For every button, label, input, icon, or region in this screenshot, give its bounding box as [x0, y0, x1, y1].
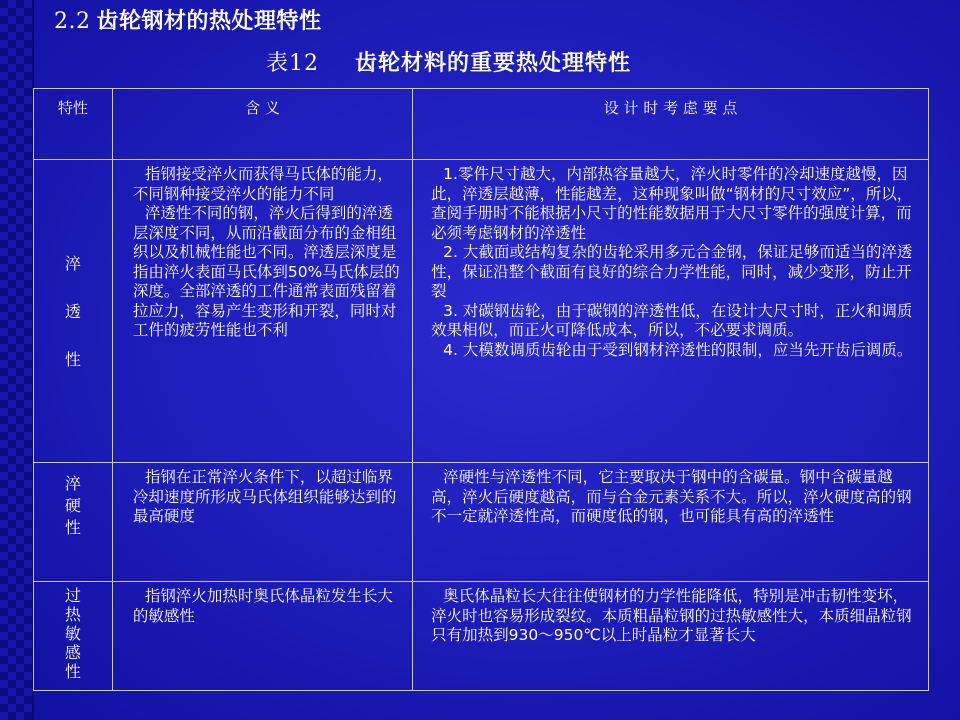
table-row: [34, 160, 929, 463]
slide-title: [54, 4, 322, 35]
section-title: 齿轮钢材的热处理特性: [96, 9, 322, 34]
header-design-points: 设 计 时 考 虑 要 点: [413, 89, 929, 160]
design-point: 4. 大模数调质齿轮由于受到钢材淬透性的限制，应当先开齿后调质。: [443, 340, 913, 359]
meaning-paragraph: 指钢接受淬火而获得马氏体的能力，不同钢种接受淬火的能力不同: [132, 165, 393, 203]
meaning-cell: [112, 582, 412, 691]
meaning-paragraph: 指钢淬火加热时奥氏体晶粒发生长大的敏感性: [132, 587, 393, 625]
row-label-cell: [34, 463, 113, 582]
table-header-row: [34, 89, 929, 160]
row-label: 淬 透 性: [64, 254, 81, 369]
row-label: 淬 硬 性: [64, 474, 81, 537]
header-property: 特性: [34, 89, 113, 160]
table-caption: [266, 46, 631, 77]
section-number: 2.2: [54, 9, 91, 34]
meaning-paragraph: 指钢在正常淬火条件下，以超过临界冷却速度所形成马氏体组织能够达到的最高硬度: [132, 468, 397, 525]
design-points-cell: [413, 160, 929, 463]
heat-treatment-table: [33, 88, 929, 691]
design-point: 奥氏体晶粒长大往往使钢材的力学性能降低，特别是冲击韧性变坏，淬火时也容易形成裂纹。本质粗晶粒钢的过热敏感性大，本质细晶粒钢只有加热到930～950℃以上时晶粒才显著长大: [431, 587, 912, 644]
design-point: 2. 大截面或结构复杂的齿轮采用多元合金钢，保证足够而适当的淬透性，保证沿整个截面有良好的综合力学性能，同时，减少变形，防止开裂: [431, 243, 913, 300]
row-label-cell: [34, 582, 113, 691]
row-label: 过 热 敏 感 性: [64, 586, 81, 681]
meaning-cell: [112, 463, 412, 582]
header-meaning: 含 义: [112, 89, 412, 160]
table-row: [34, 463, 929, 582]
design-points-cell: [413, 582, 929, 691]
meaning-paragraph: 淬透性不同的钢，淬火后得到的淬透层深度不同，从而沿截面分布的金相组织以及机械性能也不同。淬透层深度是指由淬火表面马氏体到50%马氏体层的深度。全部淬透的工件通常表面残留着拉应力，容易产生变形和开裂，同时对工件的疲劳性能也不利: [132, 204, 400, 339]
design-points-cell: [413, 463, 929, 582]
row-label-cell: [34, 160, 113, 463]
design-point: 淬硬性与淬透性不同，它主要取决于钢中的含碳量。钢中含碳量越高，淬火后硬度越高，而与合金元素关系不大。所以，淬火硬度高的钢不一定就淬透性高，而硬度低的钢，也可能具有高的淬透性: [431, 468, 912, 525]
table-row: [34, 582, 929, 691]
meaning-cell: [112, 160, 412, 463]
design-point: 1.零件尺寸越大，内部热容量越大，淬火时零件的冷却速度越慢，因此，淬透层越薄，性能越差，这种现象叫做“钢材的尺寸效应”，所以，查阅手册时不能根据小尺寸的性能数据用于大尺寸零件的强度计算，而必须考虑钢材的淬透性: [431, 165, 913, 242]
decorative-checker-strip: [0, 0, 32, 720]
table-title: 齿轮材料的重要热处理特性: [355, 51, 632, 76]
design-point: 3. 对碳钢齿轮，由于碳钢的淬透性低，在设计大尺寸时，正火和调质效果相似，而正火可降低成本，所以，不必要求调质。: [431, 301, 913, 339]
table-number: 表12: [266, 51, 319, 76]
